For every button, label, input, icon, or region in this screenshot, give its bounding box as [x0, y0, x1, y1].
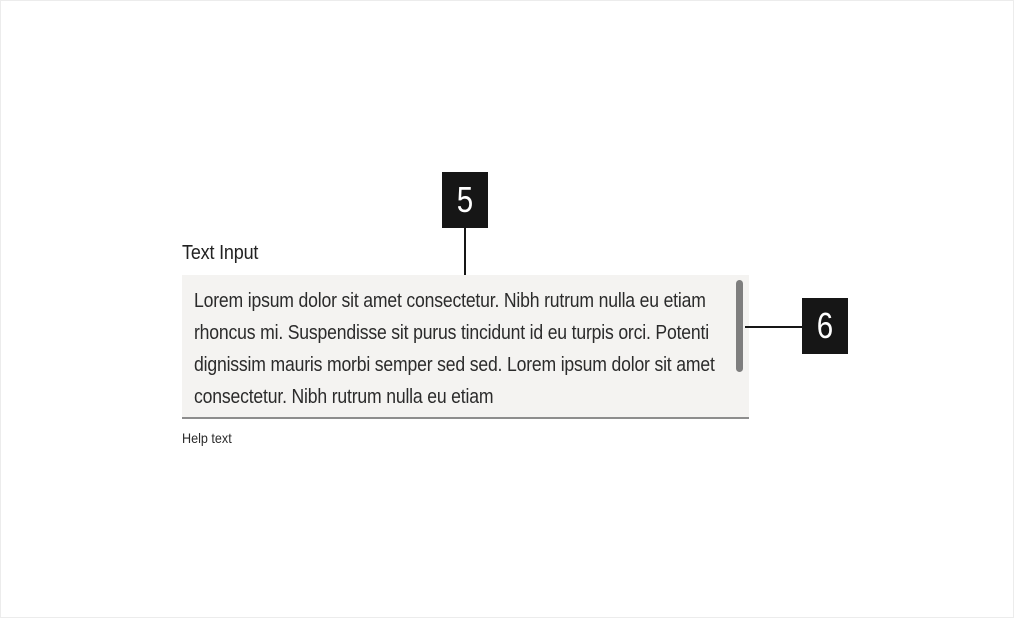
- callout-6-leader-line: [745, 326, 802, 328]
- help-text: Help text: [182, 430, 232, 446]
- callout-6-number: 6: [816, 305, 834, 346]
- text-area-value[interactable]: Lorem ipsum dolor sit amet consectetur. Nibh rutrum nulla eu etiam rhoncus mi. Suspendisse sit purus tincidunt id eu turpis orci. Potenti dignissim mauris morbi semper sed sed. Lorem ipsum dolor sit amet consectetur. Nibh rutrum nulla eu etiam: [194, 290, 715, 408]
- text-area-field[interactable]: [182, 275, 749, 419]
- callout-5-marker: [442, 172, 488, 228]
- callout-6-marker: [802, 298, 848, 354]
- scrollbar-thumb[interactable]: [736, 280, 743, 372]
- text-input-label: Text Input: [182, 242, 259, 264]
- callout-5-leader-line: [464, 228, 466, 275]
- callout-5-number: 5: [456, 179, 474, 220]
